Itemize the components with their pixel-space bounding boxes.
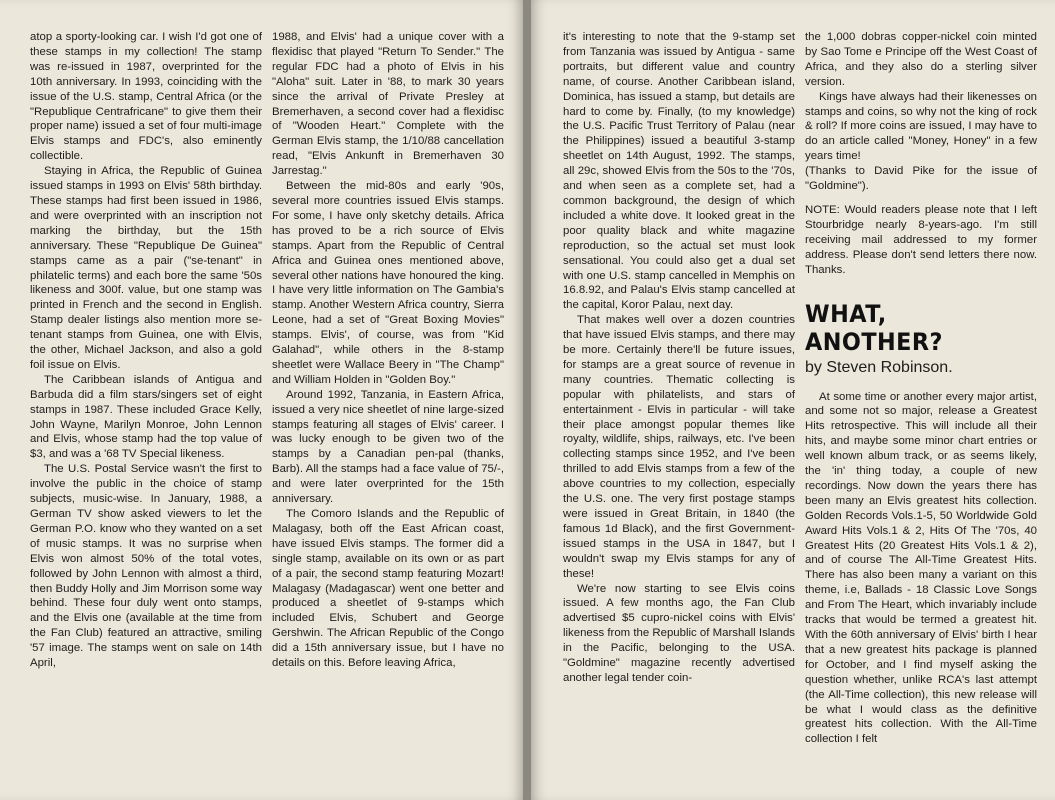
paragraph: Around 1992, Tanzania, in Eastern Africa, issued a very nice sheetlet of nine large-sized stamps featuring all stages of Elvis' career. I was lucky enough to be given two of the stamps by a Canadian pen-pal (thanks, Barb). All the stamps had a face value of 75/-, and were later overprinted for the 15th anniversary.	[272, 388, 504, 506]
left-column-1	[30, 30, 262, 671]
paragraph: Staying in Africa, the Republic of Guinea issued stamps in 1993 on Elvis' 58th birthday. These stamps had first been issued in 1986, and were overprinted with an inscription not marking the birthday, but the 15th anniversary. These "Republique De Guinea" stamps came as a pair ("se-tenant" in philatelic terms) and each bore the same '50s likeness and 300f. value, but one stamp was printed in French and the second in English. Stamp dealer listings also mention more se-tenant stamps from Guinea, one with Elvis, the other, Michael Jackson, and also a gold foil issue on Elvis.	[30, 165, 262, 371]
right-page	[531, 0, 1055, 800]
left-page	[0, 0, 523, 800]
paragraph: The Comoro Islands and the Republic of Malagasy, both off the East African coast, have issued Elvis stamps. The former did a single stamp, available on its own or as part of a pair, the second stamp featuring Mozart! Malagasy (Madagascar) went one better and produced a sheetlet of 9-stamps which included Elvis, Schubert and George Gershwin. The African Republic of the Congo did a 15th anniversary issue, but I have no details on this. Before leaving Africa,	[272, 508, 504, 670]
paragraph: Kings have always had their likenesses on stamps and coins, so why not the king of rock & roll? If more coins are issued, I may have to do an article called "Money, Honey" in a few years time!	[805, 90, 1037, 163]
page-gutter	[523, 0, 531, 800]
paragraph: The U.S. Postal Service wasn't the first to involve the public in the choice of stamp subjects, music-wise. In January, 1988, a German TV show asked viewers to let the German P.O. know who they wanted on a set of music stamps. It was no surprise when Elvis won almost 50% of the total votes, followed by John Lennon with almost a third, then Buddy Holly and Jim Morrison some way behind. These four duly went onto stamps, and the Elvis one (available at the time from the Fan Club) featured an attractive, smiling '57 image. The stamps went on sale on 14th April,	[30, 463, 262, 670]
article-heading: WHAT, ANOTHER?	[805, 299, 943, 356]
paragraph: We're now starting to see Elvis coins issued. A few months ago, the Fan Club advertised $5 cupro-nickel coins with Elvis' likeness from the Republic of Marshall Islands in the Pacific, belonging to the USA. "Goldmine" magazine recently advertised another legal tender coin-	[563, 582, 795, 684]
article-paragraph: At some time or another every major artist, and some not so major, release a Greatest Hits retrospective. This will include all their hits, and maybe some minor chart entries or well known album track, or as seems likely, the 'in' thing today, a couple of new recordings. Now down the years there has been many an Elvis greatest hits collection. Golden Records Vols.1-5, 50 Worldwide Gold Award Hits Vols.1 & 2, Hits Of The '70s, 40 Greatest Hits (20 Greatest Hits Vols.1 & 2), and of course The All-Time Greatest Hits. There has also been many a variant on this theme, i.e, Ballads - 18 Classic Love Songs and From The Heart, which invariably include tracks that would be termed a greatest hit. With the 60th anniversary of Elvis' birth I hear that a new greatest hits package is planned for October, and I find myself asking the question whether, unlike RCA's last attempt (the All-Time collection), this new release will be what I would class as the definitive greatest hits collection. With the All-Time collection I felt	[805, 390, 1037, 746]
paragraph: Between the mid-80s and early '90s, several more countries issued Elvis stamps. For some, I have only sketchy details. Africa has proved to be a rich source of Elvis stamps. Apart from the Republic of Central Africa and Guinea ones mentioned above, several other nations have honoured the king. I have very little information on The Gambia's stamp. Another Western Africa country, Sierra Leone, had a set of "Great Boxing Movies" stamps. Elvis', of course, was from "Kid Galahad", while others in the 8-stamp sheetlet were Wallace Beery in "The Champ" and William Holden in "Golden Boy."	[272, 180, 504, 386]
paragraph: 1988, and Elvis' had a unique cover with a flexidisc that played "Return To Sender." The regular FDC had a photo of Elvis in his "Aloha" suit. Later in '88, to mark 30 years since the arrival of Private Presley at Bremerhaven, a second cover had a flexidisc of "Wooden Heart." Complete with the German Elvis stamp, the 1/10/88 cancellation read, "Elvis Ankunft in Bremerhaven 30 Jarrestag."	[272, 31, 504, 178]
note-paragraph: NOTE: Would readers please note that I left Stourbridge nearly 8-years-ago. I'm still receiving mail addressed to my former address. Please don't send letters there now. Thanks.	[805, 203, 1037, 276]
article-byline: by Steven Robinson.	[805, 358, 953, 376]
paragraph: it's interesting to note that the 9-stamp set from Tanzania was issued by Antigua - same portraits, but different value and country name, of course. Another Caribbean island, Dominica, has issued a stamp, but details are hard to come by. Finally, (to my knowledge) the U.S. Pacific Trust Territory of Palau (near the Philippines) issued a beautiful 3-stamp sheetlet on 14th August, 1992. The stamps, all 29c, showed Elvis from the 50s to the '70s, and when seen as a complete set, had a common background, the design of which included a white dove. It looked great in the poor quality black and white magazine reproduction, so the actual set must look sensational. You could also get a dual set with one U.S. stamp cancelled in Memphis on 16.8.92, and Palau's Elvis stamp cancelled at the capital, Koror Palau, next day.	[563, 31, 795, 312]
paragraph: The Caribbean islands of Antigua and Barbuda did a film stars/singers set of eight stamps in 1987. These included Grace Kelly, John Wayne, Marilyn Monroe, John Lennon and Elvis, whose stamp had the top value of $3, and was a '68 TV Special likeness.	[30, 373, 262, 461]
right-column-2	[805, 30, 1037, 747]
paragraph: (Thanks to David Pike for the issue of "Goldmine").	[805, 165, 1037, 193]
paragraph: atop a sporty-looking car. I wish I'd got one of these stamps in my collection! The stamp was re-issued in 1987, overprinted for the 10th anniversary. In 1993, coinciding with the issue of the U.S. stamp, Central Africa (or the "Republique Centrafricane" to give them their proper name) issued a set of four multi-image Elvis stamps and FDC's, also eminently collectible.	[30, 31, 262, 163]
paragraph: the 1,000 dobras copper-nickel coin minted by Sao Tome e Principe off the West Coast of Africa, and they also do a sterling silver version.	[805, 31, 1037, 88]
right-column-1	[563, 30, 795, 686]
paragraph: That makes well over a dozen countries that have issued Elvis stamps, and there may be more. Certainly there'll be future issues, for stamps are a great source of revenue in many countries. Thematic collecting is popular with philatelists, and stars of entertainment - Elvis in particular - will take their place amongst popular themes like royalty, wildlife, ships, railways, etc. I've been collecting stamps since 1952, and I've been thrilled to add Elvis stamps from a few of the above countries to my collection, especially the U.S. one. The very first postage stamps were issued in Great Britain, in 1840 (the famous 1d Black), and the first Government-issued stamps in the USA in 1847, but I wouldn't swap my Elvis stamps for any of these!	[563, 314, 795, 580]
left-column-2	[272, 30, 504, 671]
